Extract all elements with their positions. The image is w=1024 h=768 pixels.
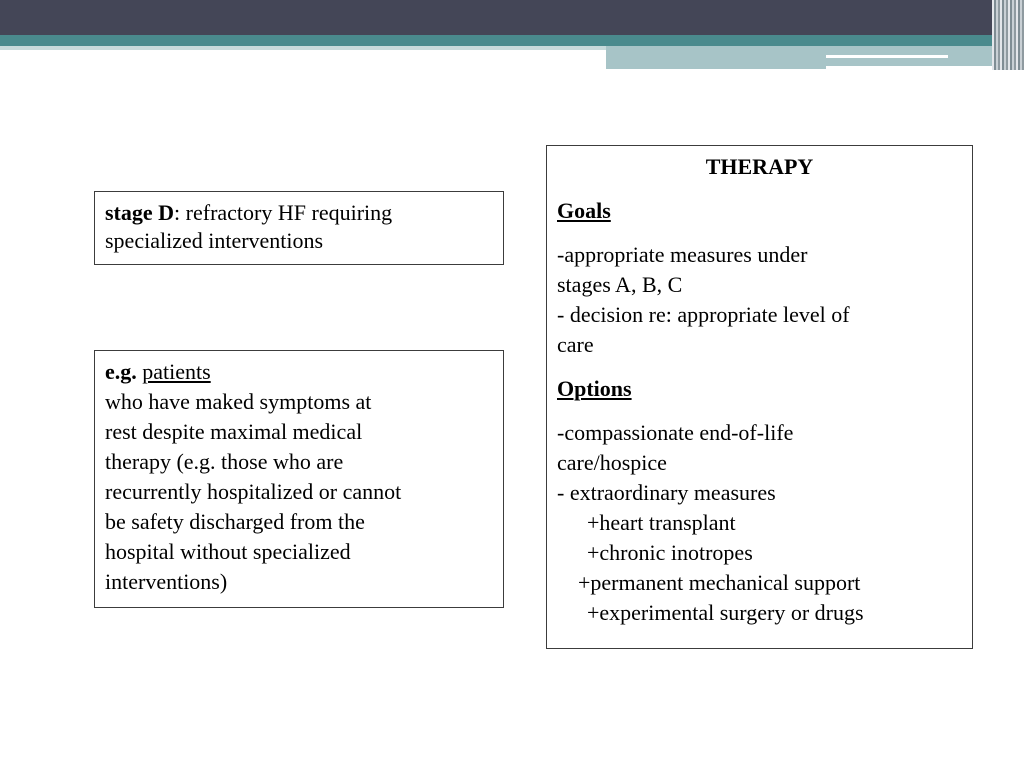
header-accent-block [606,46,1024,66]
header-bar-light [0,46,606,50]
therapy-title: THERAPY [705,154,814,179]
stage-term: stage D [105,200,175,225]
goals-line: - decision re: appropriate level of [557,302,850,327]
header-accent-line [826,55,948,58]
goals-line: -appropriate measures under [557,242,808,267]
stage-description: : refractory HF requiring specialized interventions [105,200,393,253]
goals-heading: Goals [557,198,611,223]
example-prefix: e.g. [105,359,137,384]
example-box [94,350,504,608]
sub-option-line: +heart transplant [587,510,736,535]
example-line: who have maked symptoms at [105,389,372,414]
options-line: -compassionate end-of-life [557,420,794,445]
options-heading: Options [557,376,632,401]
options-line: care/hospice [557,450,667,475]
sub-option-line: +experimental surgery or drugs [587,600,864,625]
sub-option-line: +chronic inotropes [587,540,753,565]
example-line: therapy (e.g. those who are [105,449,344,474]
example-line: be safety discharged from the [105,509,365,534]
example-line: hospital without specialized [105,539,351,564]
example-line: recurrently hospitalized or cannot [105,479,402,504]
options-line: - extraordinary measures [557,480,776,505]
stage-definition-box [94,191,504,265]
sub-option-line: +permanent mechanical support [578,570,861,595]
example-subject: patients [142,359,211,384]
therapy-box [546,145,973,649]
example-line: rest despite maximal medical [105,419,363,444]
header-accent-underline [606,66,826,69]
goals-line: care [557,332,594,357]
example-line: interventions) [105,569,228,594]
header-stripes [992,0,1024,70]
header-bar-dark [0,0,1024,35]
header-bar-teal [0,35,1024,46]
goals-line: stages A, B, C [557,272,683,297]
